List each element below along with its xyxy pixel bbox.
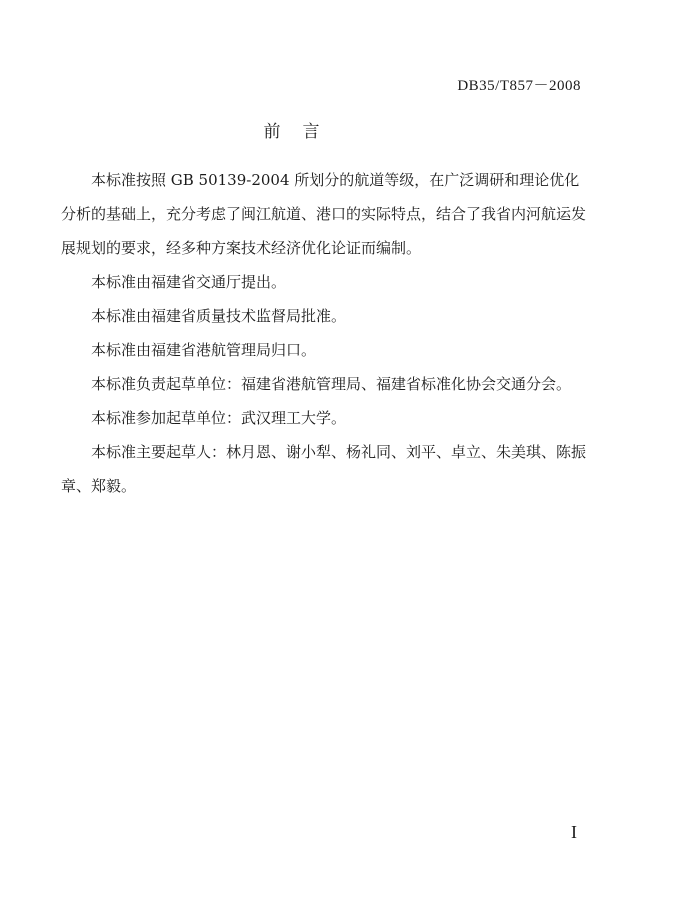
paragraph-drafting-unit: 本标准负责起草单位：福建省港航管理局、福建省标准化协会交通分会。 [91, 375, 572, 393]
body-text [61, 163, 591, 503]
section-title: 前言 [263, 122, 342, 142]
paragraph-drafters: 本标准主要起草人：林月恩、谢小犁、杨礼同、刘平、卓立、朱美琪、陈振章、郑毅。 [61, 443, 587, 495]
paragraph-proposed-by: 本标准由福建省交通厅提出。 [91, 273, 287, 291]
paragraph-managed-by: 本标准由福建省港航管理局归口。 [91, 341, 317, 359]
paragraph-approved-by: 本标准由福建省质量技术监督局批准。 [91, 307, 347, 325]
paragraph-participating-unit: 本标准参加起草单位：武汉理工大学。 [91, 409, 347, 427]
document-code: DB35/T857－2008 [457, 78, 581, 94]
paragraph-intro: 本标准按照 GB 50139-2004 所划分的航道等级，在广泛调研和理论优化分析的基础上，充分考虑了闽江航道、港口的实际特点，结合了我省内河航运发展规划的要求，经多种方案技术经济优化论证而编制。 [61, 171, 587, 257]
page-number: I [571, 822, 577, 842]
